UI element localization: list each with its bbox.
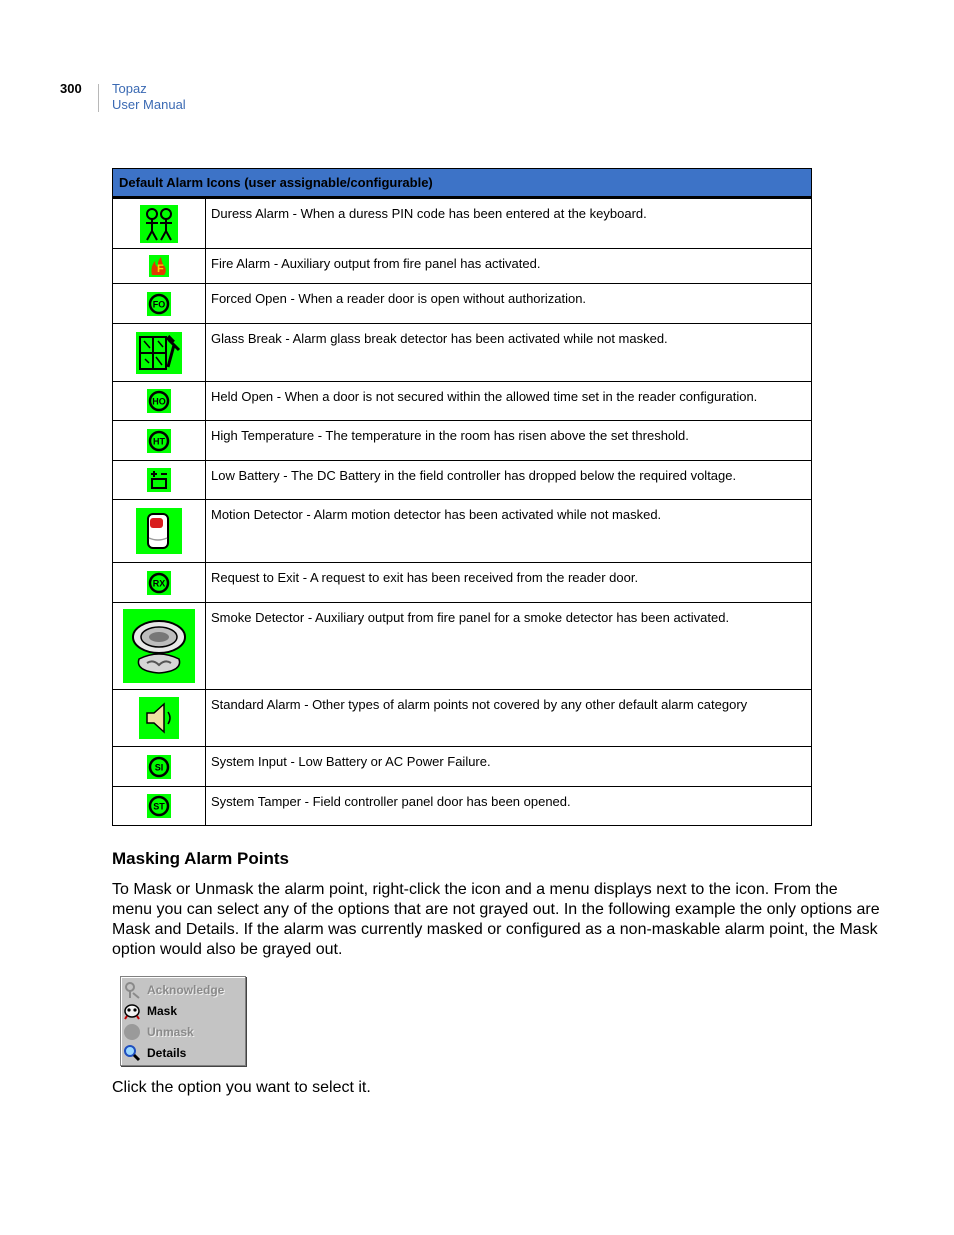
menu-item-label: Acknowledge	[147, 983, 225, 997]
table-row	[113, 324, 812, 382]
row-description: High Temperature - The temperature in the room has risen above the set threshold.	[206, 421, 812, 461]
row-description: Fire Alarm - Auxiliary output from fire panel has activated.	[206, 249, 812, 284]
magnifier-icon	[123, 1044, 141, 1062]
table-row	[113, 690, 812, 747]
row-description: System Tamper - Field controller panel door has been opened.	[206, 787, 812, 826]
menu-item-label: Details	[147, 1046, 187, 1060]
table-heading: Default Alarm Icons (user assignable/configurable)	[113, 169, 812, 198]
table-row	[113, 461, 812, 500]
closing-instruction: Click the option you want to select it.	[112, 1079, 371, 1096]
table-row	[113, 284, 812, 324]
alarm-icons-table	[112, 168, 812, 826]
manual-name: User Manual	[112, 97, 186, 112]
row-description: Forced Open - When a reader door is open without authorization.	[206, 284, 812, 324]
table-row	[113, 198, 812, 249]
svg-text:ST: ST	[153, 801, 165, 812]
row-description: Duress Alarm - When a duress PIN code has been entered at the keyboard.	[206, 198, 812, 249]
fire-icon	[149, 255, 169, 277]
svg-text:HT: HT	[153, 436, 165, 446]
running-header	[112, 81, 186, 113]
motion-detector-icon	[136, 508, 182, 554]
svg-text:SI: SI	[154, 762, 164, 772]
system-input-icon	[147, 755, 171, 779]
row-description: Low Battery - The DC Battery in the field controller has dropped below the required voltage.	[206, 461, 812, 500]
section-paragraph: To Mask or Unmask the alarm point, right-click the icon and a menu displays next to the icon. From the menu you can select any of the options that are not grayed out. In the following example the only options are Mask and Details. If the alarm was currently masked or configured as a non-maskable alarm point, the Mask option would also be grayed out.	[112, 881, 880, 958]
menu-item-label: Mask	[147, 1004, 178, 1018]
row-description: Glass Break - Alarm glass break detector has been activated while not masked.	[206, 324, 812, 382]
menu-item-label: Unmask	[147, 1025, 194, 1039]
svg-text:F: F	[157, 263, 164, 275]
high-temperature-icon	[147, 429, 171, 453]
table-row	[113, 563, 812, 603]
row-description: Standard Alarm - Other types of alarm points not covered by any other default alarm category	[206, 690, 812, 747]
request-to-exit-icon	[147, 571, 171, 595]
table-row	[113, 249, 812, 284]
system-tamper-icon	[147, 794, 171, 818]
smoke-detector-icon	[123, 609, 195, 683]
table-row	[113, 421, 812, 461]
context-menu	[120, 976, 246, 1066]
product-name: Topaz	[112, 81, 147, 96]
row-description: Request to Exit - A request to exit has been received from the reader door.	[206, 563, 812, 603]
table-row	[113, 500, 812, 563]
menu-item-details[interactable]	[123, 1043, 241, 1063]
low-battery-icon	[147, 468, 171, 492]
glass-break-icon	[136, 332, 182, 374]
menu-item-unmask[interactable]	[123, 1022, 241, 1042]
svg-text:RX: RX	[152, 578, 166, 588]
table-row	[113, 747, 812, 787]
duress-icon	[140, 205, 178, 243]
page-number: 300	[60, 81, 82, 96]
forced-open-icon	[147, 292, 171, 316]
menu-item-acknowledge[interactable]	[123, 980, 241, 1000]
svg-text:FO: FO	[152, 299, 166, 309]
table-row	[113, 382, 812, 421]
held-open-icon	[147, 389, 171, 413]
table-row	[113, 603, 812, 690]
header-divider	[98, 84, 99, 112]
menu-item-mask[interactable]	[123, 1001, 241, 1021]
speaker-icon	[139, 697, 179, 739]
mask-icon	[123, 1002, 141, 1020]
section-heading: Masking Alarm Points	[112, 849, 289, 868]
row-description: Motion Detector - Alarm motion detector has been activated while not masked.	[206, 500, 812, 563]
row-description: System Input - Low Battery or AC Power Failure.	[206, 747, 812, 787]
row-description: Held Open - When a door is not secured within the allowed time set in the reader configuration.	[206, 382, 812, 421]
unmask-icon	[123, 1023, 141, 1041]
table-row	[113, 787, 812, 826]
row-description: Smoke Detector - Auxiliary output from fire panel for a smoke detector has been activated.	[206, 603, 812, 690]
acknowledge-icon	[123, 981, 141, 999]
svg-text:HO: HO	[152, 396, 166, 407]
